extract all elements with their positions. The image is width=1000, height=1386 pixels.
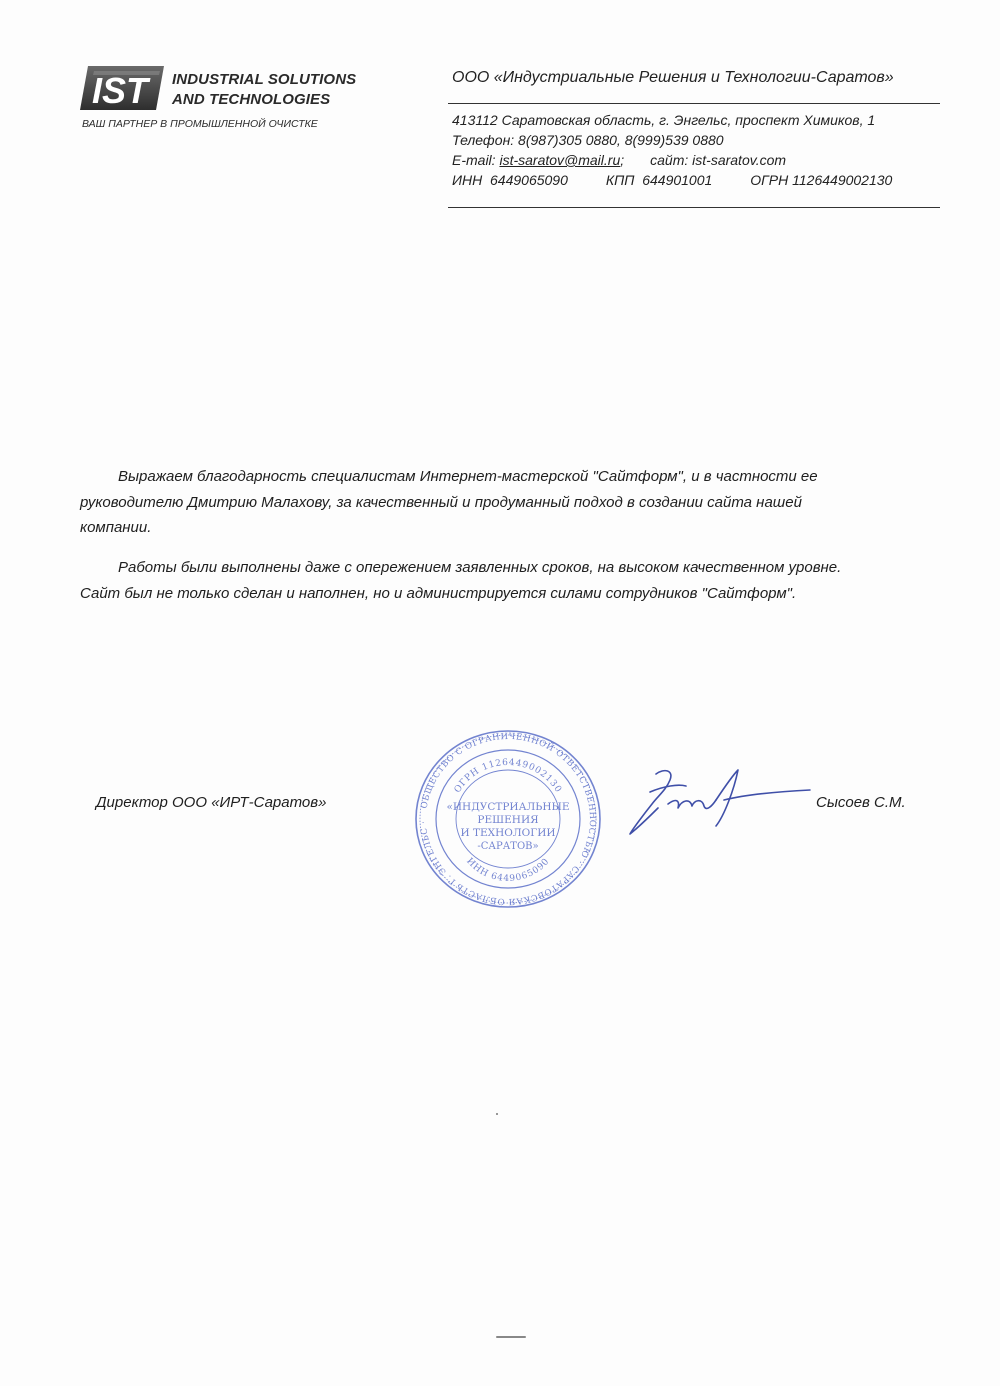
paragraph-gratitude: [80, 464, 944, 541]
handwritten-signature: [620, 760, 820, 850]
stamp-center-line: -САРАТОВ»: [477, 841, 539, 852]
company-phone: Телефон: 8(987)305 0880, 8(999)539 0880: [452, 132, 724, 148]
scan-speck: [496, 1113, 498, 1115]
svg-text:ОГРН 1126449002130: [453, 758, 564, 795]
company-address: 413112 Саратовская область, г. Энгельс, проспект Химиков, 1: [452, 112, 876, 128]
svg-text:IST: IST: [91, 70, 149, 111]
paragraph-line: Работы были выполнены даже с опережением заявленных сроков, на высоком качественном уровне.: [118, 559, 842, 576]
scan-speck: [496, 1336, 526, 1338]
paragraph-line: Сайт был не только сделан и наполнен, но и администрируется силами сотрудников "Сайтформ".: [80, 584, 797, 602]
company-inn: ИНН 6449065090: [452, 172, 568, 188]
director-title: Директор ООО «ИРТ-Саратов»: [96, 794, 327, 811]
logo-tagline: ВАШ ПАРТНЕР В ПРОМЫШЛЕННОЙ ОЧИСТКЕ: [82, 118, 318, 130]
stamp-center-line: «ИНДУСТРИАЛЬНЫЕ: [446, 801, 570, 813]
company-email-row: [452, 152, 786, 168]
paragraph-work: [80, 555, 944, 606]
header-rule-top: [448, 103, 940, 104]
brand-line-1: INDUSTRIAL SOLUTIONS: [172, 71, 357, 88]
header-rule-bottom: [448, 207, 940, 208]
stamp-outer-text: ОБЩЕСТВО С ОГРАНИЧЕННОЙ ОТВЕТСТВЕННОСТЬЮ · САРАТОВСКАЯ ОБЛАСТЬ Г. ЭНГЕЛЬС ·: [418, 731, 598, 907]
stamp-center-line: И ТЕХНОЛОГИИ: [460, 827, 556, 839]
email-label: E-mail:: [452, 152, 500, 168]
company-name: ООО «Индустриальные Решения и Технологии-Саратов»: [452, 69, 894, 86]
email-separator: ;: [620, 152, 625, 168]
stamp-center-line: РЕШЕНИЯ: [477, 814, 539, 826]
email-link[interactable]: ist-saratov@mail.ru: [499, 152, 621, 168]
paragraph-line: компании.: [80, 519, 152, 536]
company-kpp: КПП 644901001: [605, 172, 713, 188]
company-site[interactable]: сайт: ist-saratov.com: [650, 152, 787, 168]
company-seal-stamp: [412, 727, 604, 911]
signer-name: Сысоев С.М.: [816, 794, 906, 811]
paragraph-line: Выражаем благодарность специалистам Интернет-мастерской "Сайтформ", и в частности ее: [118, 468, 818, 485]
ist-logo-mark-icon: [80, 64, 164, 112]
brand-line-2: AND TECHNOLOGIES: [172, 91, 331, 108]
svg-text:ИНН 6449065090: [464, 857, 552, 885]
company-ogrn: ОГРН 1126449002130: [750, 172, 893, 188]
paragraph-line: руководителю Дмитрию Малахову, за качественный и продуманный подход в создании сайта нашей: [80, 493, 802, 511]
company-registration: [452, 172, 892, 188]
stamp-ogrn: ОГРН 1126449002130: [452, 757, 564, 795]
stamp-inn: ИНН 6449065090: [464, 856, 552, 885]
